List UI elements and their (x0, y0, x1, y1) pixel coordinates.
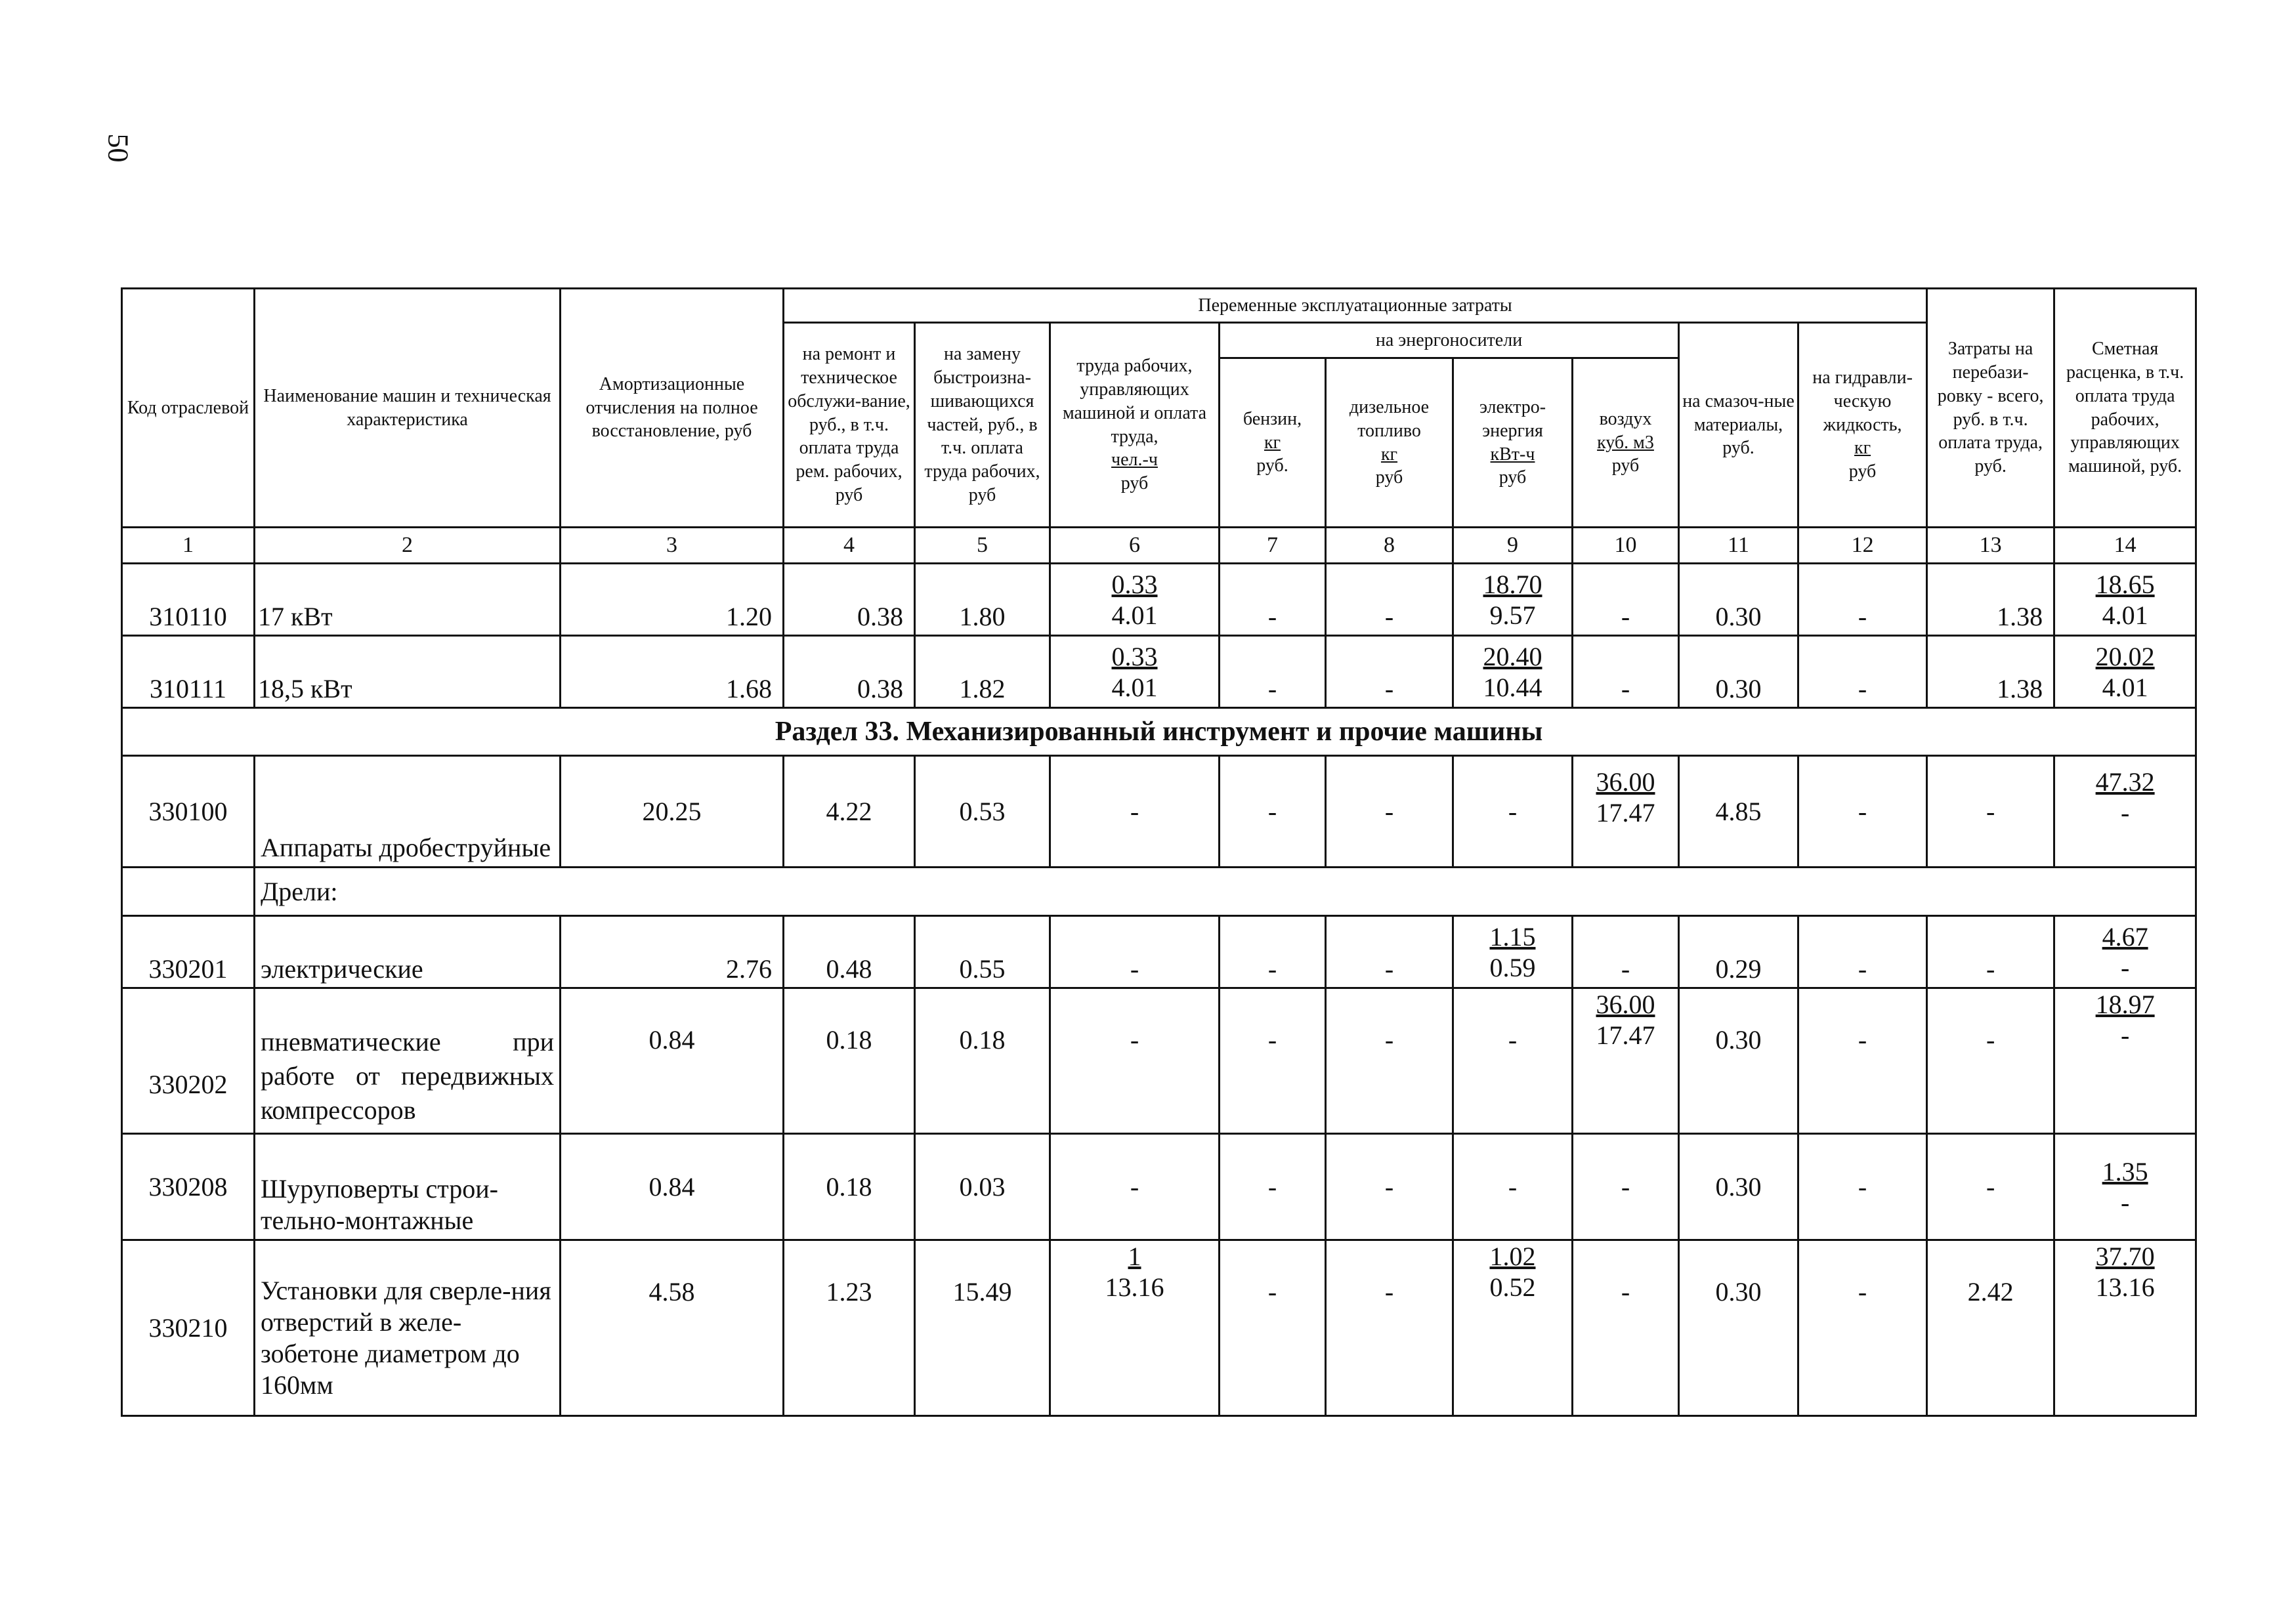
col-num: 11 (1679, 528, 1798, 564)
row-code: 330201 (122, 916, 255, 988)
cell-rate-total: 20.02 (2095, 641, 2155, 671)
cell-petrol: - (1220, 1240, 1326, 1416)
cell-labor-cost: 4.01 (1111, 672, 1158, 702)
cell-hydraulic: - (1798, 988, 1927, 1134)
cell-rate (2054, 1134, 2196, 1240)
cell-diesel: - (1326, 756, 1453, 868)
cell-replace: 1.80 (915, 564, 1050, 636)
cell-lube: 0.30 (1679, 1134, 1798, 1240)
row-name: пневматические при работе от передвижных компрессоров (255, 988, 561, 1134)
cell-elec-qty: 18.70 (1483, 569, 1542, 599)
cell-amort: 1.68 (561, 636, 784, 708)
cell-rate (2054, 1240, 2196, 1416)
cell-rebase: - (1927, 916, 2054, 988)
cell-rebase: 1.38 (1927, 636, 2054, 708)
cell-labor-hours: 0.33 (1111, 641, 1158, 671)
table-row (122, 756, 2196, 868)
cell-electricity: - (1453, 988, 1573, 1134)
cell-amort: 2.76 (561, 916, 784, 988)
cell-rate-total: 47.32 (2095, 766, 2155, 797)
cell-air-qty: 36.00 (1596, 766, 1655, 797)
cell-diesel: - (1326, 1240, 1453, 1416)
table-row (122, 988, 2196, 1134)
cell-amort: 1.20 (561, 564, 784, 636)
cell-repair: 0.18 (784, 988, 915, 1134)
col-num: 5 (915, 528, 1050, 564)
cell-electricity (1453, 564, 1573, 636)
hdr-diesel: дизельное топливо кг руб (1326, 358, 1453, 528)
cell-labor-cost: 13.16 (1105, 1272, 1164, 1302)
cell-lube: 0.30 (1679, 636, 1798, 708)
row-code: 330202 (122, 988, 255, 1134)
group-row (122, 868, 2196, 916)
row-name: Шуруповерты строи-тельно-монтажные (255, 1134, 561, 1240)
cell-lube: 0.29 (1679, 916, 1798, 988)
cell-rebase: - (1927, 1134, 2054, 1240)
cell-repair: 0.38 (784, 564, 915, 636)
cell-rate-total: 18.65 (2095, 569, 2155, 599)
cell-replace: 1.82 (915, 636, 1050, 708)
cell-repair: 0.38 (784, 636, 915, 708)
row-name: Аппараты дробеструйные (255, 756, 561, 868)
cell-rate-labor: - (2120, 797, 2130, 827)
col-num: 7 (1220, 528, 1326, 564)
cell-rate-total: 1.35 (2102, 1156, 2148, 1186)
col-num: 13 (1927, 528, 2054, 564)
cell-lube: 0.30 (1679, 564, 1798, 636)
cell-air-qty: 36.00 (1596, 990, 1655, 1019)
section-heading: Раздел 33. Механизированный инструмент и прочие машины (122, 708, 2196, 756)
col-num: 14 (2054, 528, 2196, 564)
col-num: 10 (1573, 528, 1679, 564)
cell-diesel: - (1326, 564, 1453, 636)
cell-amort: 0.84 (561, 1134, 784, 1240)
cell-hydraulic: - (1798, 756, 1927, 868)
cell-air-cost: 17.47 (1596, 797, 1655, 827)
cell-diesel: - (1326, 988, 1453, 1134)
cell-hydraulic: - (1798, 1134, 1927, 1240)
cell-hydraulic: - (1798, 564, 1927, 636)
cell-labor: - (1050, 1134, 1220, 1240)
cell-air: - (1573, 916, 1679, 988)
cell-air (1573, 756, 1679, 868)
cell-rate-labor: - (2120, 1187, 2130, 1217)
cell-electricity (1453, 916, 1573, 988)
cell-elec-cost: 10.44 (1483, 672, 1542, 702)
cell-lube: 0.30 (1679, 1240, 1798, 1416)
cell-diesel: - (1326, 1134, 1453, 1240)
hdr-variable: Переменные эксплуатационные затраты (784, 289, 1927, 323)
col-num: 3 (561, 528, 784, 564)
cell-petrol: - (1220, 916, 1326, 988)
cell-amort: 0.84 (561, 988, 784, 1134)
hdr-energy: на энергоносители (1220, 323, 1679, 358)
cell-air (1573, 988, 1679, 1134)
hdr-replace: на замену быстроизна-шивающихся частей, руб., в т.ч. оплата труда рабочих, руб (915, 323, 1050, 528)
cell-labor-hours: 0.33 (1111, 569, 1158, 599)
table-row (122, 916, 2196, 988)
cell-elec-qty: 20.40 (1483, 641, 1542, 671)
cell-electricity (1453, 1240, 1573, 1416)
group-label: Дрели: (255, 868, 2196, 916)
cell-rebase: - (1927, 988, 2054, 1134)
col-num: 12 (1798, 528, 1927, 564)
cell-rate-total: 37.70 (2095, 1242, 2155, 1271)
cell-rate-total: 18.97 (2095, 990, 2155, 1019)
cell-diesel: - (1326, 636, 1453, 708)
cell-air: - (1573, 1240, 1679, 1416)
cell-labor-cost: 4.01 (1111, 600, 1158, 630)
hdr-hydraulic: на гидравли-ческую жидкость, кг руб (1798, 323, 1927, 528)
col-num: 8 (1326, 528, 1453, 564)
cell-air: - (1573, 564, 1679, 636)
table-row (122, 1240, 2196, 1416)
col-num: 4 (784, 528, 915, 564)
cell-air: - (1573, 1134, 1679, 1240)
cell-rate (2054, 756, 2196, 868)
hdr-labor: труда рабочих, управляющих машиной и оплата труда, чел.-ч руб (1050, 323, 1220, 528)
cell-labor-hours: 1 (1128, 1242, 1141, 1271)
cell-amort: 20.25 (561, 756, 784, 868)
cell-rate-total: 4.67 (2102, 921, 2148, 952)
col-num: 2 (255, 528, 561, 564)
row-name: 18,5 кВт (255, 636, 561, 708)
section-row (122, 708, 2196, 756)
cell-lube: 4.85 (1679, 756, 1798, 868)
row-code: 310111 (122, 636, 255, 708)
cell-rate (2054, 636, 2196, 708)
cell-replace: 0.18 (915, 988, 1050, 1134)
hdr-code: Код отраслевой (122, 289, 255, 528)
cell-elec-qty: 1.15 (1489, 921, 1536, 952)
row-name: электрические (255, 916, 561, 988)
cell-rate (2054, 564, 2196, 636)
cell-labor: - (1050, 916, 1220, 988)
cell-elec-cost: 0.59 (1489, 952, 1536, 982)
hdr-name: Наименование машин и техническая характеристика (255, 289, 561, 528)
cell-rebase: 2.42 (1927, 1240, 2054, 1416)
cell-elec-cost: 9.57 (1489, 600, 1536, 630)
row-code: 330210 (122, 1240, 255, 1416)
col-num: 6 (1050, 528, 1220, 564)
cell-elec-cost: 0.52 (1489, 1272, 1536, 1302)
cell-rate (2054, 988, 2196, 1134)
col-num: 9 (1453, 528, 1573, 564)
cell-diesel: - (1326, 916, 1453, 988)
cell-labor (1050, 636, 1220, 708)
hdr-air: воздух куб. м3 руб (1573, 358, 1679, 528)
cell-replace: 0.55 (915, 916, 1050, 988)
cell-rate-labor: - (2120, 1020, 2130, 1050)
cell-repair: 0.48 (784, 916, 915, 988)
row-code: 330100 (122, 756, 255, 868)
cell-repair: 0.18 (784, 1134, 915, 1240)
cell-lube: 0.30 (1679, 988, 1798, 1134)
col-num: 1 (122, 528, 255, 564)
cell-rate-labor: 4.01 (2102, 672, 2148, 702)
cell-replace: 0.03 (915, 1134, 1050, 1240)
cell-repair: 1.23 (784, 1240, 915, 1416)
hdr-repair: на ремонт и техническое обслужи-вание, руб., в т.ч. оплата труда рем. рабочих, руб (784, 323, 915, 528)
cell-petrol: - (1220, 636, 1326, 708)
group-code-empty (122, 868, 255, 916)
hdr-rebase: Затраты на перебази-ровку - всего, руб. в т.ч. оплата труда, руб. (1927, 289, 2054, 528)
cell-rate-labor: 4.01 (2102, 600, 2148, 630)
row-code: 330208 (122, 1134, 255, 1240)
cell-petrol: - (1220, 564, 1326, 636)
cell-labor: - (1050, 756, 1220, 868)
cell-labor: - (1050, 988, 1220, 1134)
table-row (122, 564, 2196, 636)
row-name: Установки для сверле-ния отверстий в желе-зобетоне диаметром до 160мм (255, 1240, 561, 1416)
cell-amort: 4.58 (561, 1240, 784, 1416)
cell-rate-labor: - (2120, 952, 2130, 982)
cell-petrol: - (1220, 756, 1326, 868)
cell-air: - (1573, 636, 1679, 708)
cell-hydraulic: - (1798, 916, 1927, 988)
cell-labor (1050, 564, 1220, 636)
cell-labor (1050, 1240, 1220, 1416)
table-row (122, 636, 2196, 708)
hdr-amort: Амортизационные отчисления на полное восстановление, руб (561, 289, 784, 528)
page-number: 50 (102, 133, 135, 163)
hdr-petrol: бензин, кг руб. (1220, 358, 1326, 528)
row-code: 310110 (122, 564, 255, 636)
cell-rate (2054, 916, 2196, 988)
cell-air-cost: 17.47 (1596, 1020, 1655, 1050)
hdr-lube: на смазоч-ные материалы, руб. (1679, 323, 1798, 528)
cell-rate-labor: 13.16 (2095, 1272, 2155, 1302)
hdr-electricity: электро-энергия кВт-ч руб (1453, 358, 1573, 528)
cell-electricity: - (1453, 1134, 1573, 1240)
hdr-rate: Сметная расценка, в т.ч. оплата труда рабочих, управляющих машиной, руб. (2054, 289, 2196, 528)
cell-hydraulic: - (1798, 1240, 1927, 1416)
cell-replace: 0.53 (915, 756, 1050, 868)
cell-petrol: - (1220, 1134, 1326, 1240)
cell-rebase: - (1927, 756, 2054, 868)
cell-electricity: - (1453, 756, 1573, 868)
row-name: 17 кВт (255, 564, 561, 636)
cell-electricity (1453, 636, 1573, 708)
cell-rebase: 1.38 (1927, 564, 2054, 636)
cell-repair: 4.22 (784, 756, 915, 868)
cell-replace: 15.49 (915, 1240, 1050, 1416)
cell-elec-qty: 1.02 (1489, 1242, 1536, 1271)
column-numbers-row (122, 528, 2196, 564)
cell-petrol: - (1220, 988, 1326, 1134)
machine-rates-table (121, 287, 2197, 1417)
table-row (122, 1134, 2196, 1240)
cell-hydraulic: - (1798, 636, 1927, 708)
